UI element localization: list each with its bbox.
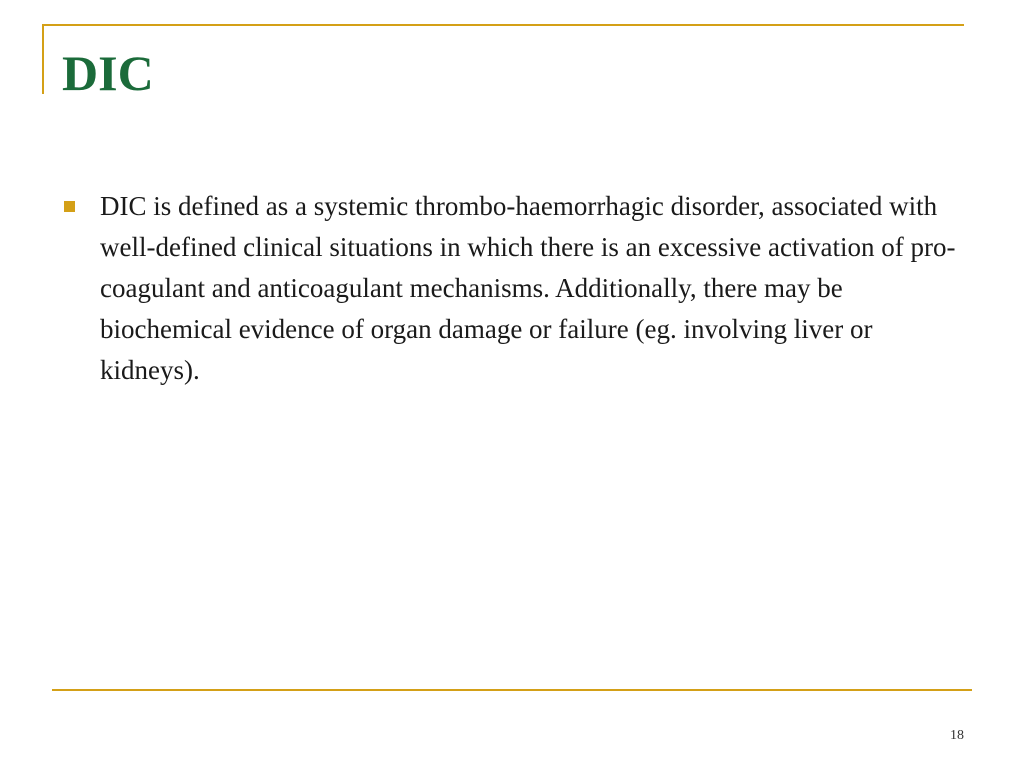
slide-title: DIC [62,45,154,101]
square-bullet-icon [64,201,75,212]
top-frame-line [42,24,964,26]
left-frame-line [42,24,44,94]
footer-divider [52,689,972,691]
bullet-list [62,186,962,391]
page-number: 18 [950,728,964,743]
bullet-item [62,186,962,391]
bullet-text: DIC is defined as a systemic thrombo-haemorrhagic disorder, associated with well-defined clinical situations in which there is an excessive activation of pro-coagulant and anticoagulant mechanisms. Additionally, there may be biochemical evidence of organ damage or failure (eg. involving liver or kidneys). [100,191,956,385]
